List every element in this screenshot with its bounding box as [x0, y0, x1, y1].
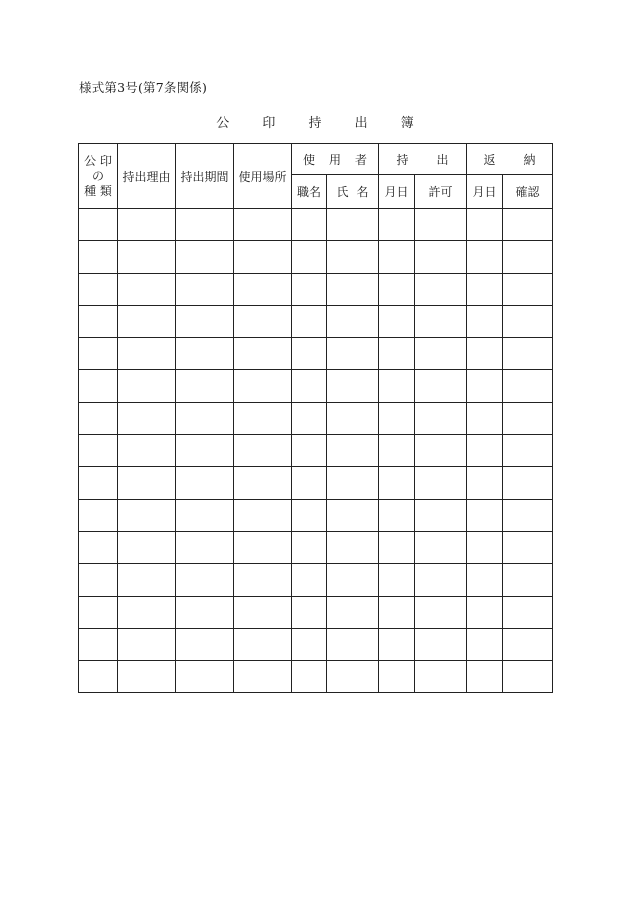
cell-name[interactable] — [327, 209, 379, 241]
cell-takeout-date[interactable] — [379, 435, 415, 467]
table-row — [79, 531, 553, 563]
cell-period[interactable] — [176, 209, 234, 241]
cell-name[interactable] — [327, 564, 379, 596]
cell-job-title[interactable] — [292, 564, 327, 596]
cell-name[interactable] — [327, 305, 379, 337]
cell-reason[interactable] — [118, 338, 176, 370]
cell-reason[interactable] — [118, 370, 176, 402]
cell-return-date[interactable] — [467, 273, 503, 305]
header-place-of-use: 使用場所 — [234, 144, 292, 209]
cell-reason[interactable] — [118, 499, 176, 531]
cell-permission[interactable] — [415, 435, 467, 467]
cell-reason[interactable] — [118, 435, 176, 467]
cell-job-title[interactable] — [292, 435, 327, 467]
title-char: 公 — [216, 116, 230, 131]
cell-permission[interactable] — [415, 273, 467, 305]
cell-place[interactable] — [234, 435, 292, 467]
cell-permission[interactable] — [415, 338, 467, 370]
cell-confirmation[interactable] — [503, 467, 553, 499]
cell-job-title[interactable] — [292, 661, 327, 693]
header-user-group: 使 用 者 — [292, 144, 379, 175]
table-row — [79, 596, 553, 628]
header-takeout-reason: 持出理由 — [118, 144, 176, 209]
form-title — [0, 112, 630, 131]
table-row — [79, 564, 553, 596]
header-name: 氏 名 — [327, 175, 379, 209]
cell-place[interactable] — [234, 467, 292, 499]
cell-seal-kind[interactable] — [79, 564, 118, 596]
header-return-group: 返 納 — [467, 144, 553, 175]
cell-job-title[interactable] — [292, 402, 327, 434]
cell-seal-kind[interactable] — [79, 402, 118, 434]
title-char: 出 — [354, 116, 368, 131]
cell-return-date[interactable] — [467, 338, 503, 370]
cell-job-title[interactable] — [292, 628, 327, 660]
cell-permission[interactable] — [415, 241, 467, 273]
cell-takeout-date[interactable] — [379, 273, 415, 305]
cell-seal-kind[interactable] — [79, 531, 118, 563]
cell-takeout-date[interactable] — [379, 241, 415, 273]
cell-job-title[interactable] — [292, 273, 327, 305]
cell-place[interactable] — [234, 596, 292, 628]
cell-return-date[interactable] — [467, 596, 503, 628]
cell-seal-kind[interactable] — [79, 467, 118, 499]
cell-confirmation[interactable] — [503, 661, 553, 693]
header-confirmation: 確認 — [503, 175, 553, 209]
cell-return-date[interactable] — [467, 241, 503, 273]
cell-confirmation[interactable] — [503, 402, 553, 434]
cell-return-date[interactable] — [467, 531, 503, 563]
cell-reason[interactable] — [118, 467, 176, 499]
cell-confirmation[interactable] — [503, 338, 553, 370]
cell-return-date[interactable] — [467, 564, 503, 596]
cell-seal-kind[interactable] — [79, 209, 118, 241]
cell-place[interactable] — [234, 564, 292, 596]
cell-return-date[interactable] — [467, 370, 503, 402]
header-seal-kind-line1: 公 印 — [84, 153, 112, 168]
table-row — [79, 338, 553, 370]
table-row — [79, 661, 553, 693]
cell-permission[interactable] — [415, 596, 467, 628]
cell-confirmation[interactable] — [503, 596, 553, 628]
cell-return-date[interactable] — [467, 209, 503, 241]
header-return-date: 月日 — [467, 175, 503, 209]
table-row — [79, 370, 553, 402]
cell-confirmation[interactable] — [503, 241, 553, 273]
cell-period[interactable] — [176, 628, 234, 660]
cell-job-title[interactable] — [292, 499, 327, 531]
table-row — [79, 273, 553, 305]
form-number: 様式第3号(第7条関係) — [79, 80, 208, 95]
cell-reason[interactable] — [118, 273, 176, 305]
cell-reason[interactable] — [118, 628, 176, 660]
cell-takeout-date[interactable] — [379, 209, 415, 241]
cell-return-date[interactable] — [467, 305, 503, 337]
cell-reason[interactable] — [118, 402, 176, 434]
cell-permission[interactable] — [415, 209, 467, 241]
cell-seal-kind[interactable] — [79, 499, 118, 531]
cell-name[interactable] — [327, 370, 379, 402]
cell-takeout-date[interactable] — [379, 402, 415, 434]
table-row — [79, 499, 553, 531]
cell-reason[interactable] — [118, 531, 176, 563]
cell-period[interactable] — [176, 305, 234, 337]
cell-period[interactable] — [176, 596, 234, 628]
header-seal-kind-line3: 種 類 — [84, 183, 112, 198]
cell-takeout-date[interactable] — [379, 338, 415, 370]
cell-job-title[interactable] — [292, 596, 327, 628]
cell-permission[interactable] — [415, 628, 467, 660]
cell-place[interactable] — [234, 499, 292, 531]
cell-seal-kind[interactable] — [79, 273, 118, 305]
cell-period[interactable] — [176, 467, 234, 499]
cell-place[interactable] — [234, 531, 292, 563]
cell-seal-kind[interactable] — [79, 370, 118, 402]
cell-period[interactable] — [176, 499, 234, 531]
cell-confirmation[interactable] — [503, 531, 553, 563]
cell-job-title[interactable] — [292, 338, 327, 370]
header-seal-kind — [79, 144, 118, 209]
cell-return-date[interactable] — [467, 499, 503, 531]
title-char: 簿 — [400, 116, 414, 131]
cell-return-date[interactable] — [467, 628, 503, 660]
cell-return-date[interactable] — [467, 402, 503, 434]
cell-return-date[interactable] — [467, 435, 503, 467]
cell-seal-kind[interactable] — [79, 338, 118, 370]
cell-confirmation[interactable] — [503, 564, 553, 596]
table-row — [79, 628, 553, 660]
cell-reason[interactable] — [118, 305, 176, 337]
header-seal-kind-line2: の — [91, 168, 104, 183]
header-permission: 許可 — [415, 175, 467, 209]
cell-place[interactable] — [234, 661, 292, 693]
table-row — [79, 402, 553, 434]
cell-name[interactable] — [327, 531, 379, 563]
cell-seal-kind[interactable] — [79, 661, 118, 693]
cell-takeout-date[interactable] — [379, 499, 415, 531]
seal-register-table — [78, 143, 553, 693]
table-row — [79, 305, 553, 337]
cell-reason[interactable] — [118, 661, 176, 693]
title-char: 印 — [262, 116, 276, 131]
cell-return-date[interactable] — [467, 467, 503, 499]
cell-seal-kind[interactable] — [79, 596, 118, 628]
cell-job-title[interactable] — [292, 241, 327, 273]
cell-name[interactable] — [327, 628, 379, 660]
cell-job-title[interactable] — [292, 370, 327, 402]
register-body — [79, 209, 553, 693]
cell-name[interactable] — [327, 273, 379, 305]
cell-confirmation[interactable] — [503, 435, 553, 467]
cell-confirmation[interactable] — [503, 209, 553, 241]
cell-place[interactable] — [234, 628, 292, 660]
cell-place[interactable] — [234, 305, 292, 337]
cell-job-title[interactable] — [292, 531, 327, 563]
header-row-1 — [79, 144, 553, 175]
header-takeout-period: 持出期間 — [176, 144, 234, 209]
cell-seal-kind[interactable] — [79, 435, 118, 467]
cell-reason[interactable] — [118, 564, 176, 596]
cell-reason[interactable] — [118, 596, 176, 628]
cell-job-title[interactable] — [292, 305, 327, 337]
cell-permission[interactable] — [415, 305, 467, 337]
cell-period[interactable] — [176, 402, 234, 434]
cell-permission[interactable] — [415, 499, 467, 531]
cell-permission[interactable] — [415, 467, 467, 499]
cell-name[interactable] — [327, 467, 379, 499]
cell-permission[interactable] — [415, 402, 467, 434]
cell-return-date[interactable] — [467, 661, 503, 693]
cell-name[interactable] — [327, 499, 379, 531]
cell-job-title[interactable] — [292, 209, 327, 241]
cell-place[interactable] — [234, 273, 292, 305]
cell-place[interactable] — [234, 209, 292, 241]
cell-period[interactable] — [176, 435, 234, 467]
cell-name[interactable] — [327, 435, 379, 467]
cell-place[interactable] — [234, 402, 292, 434]
cell-name[interactable] — [327, 661, 379, 693]
cell-confirmation[interactable] — [503, 370, 553, 402]
cell-place[interactable] — [234, 370, 292, 402]
cell-permission[interactable] — [415, 564, 467, 596]
cell-permission[interactable] — [415, 370, 467, 402]
header-takeout-date: 月日 — [379, 175, 415, 209]
cell-job-title[interactable] — [292, 467, 327, 499]
cell-takeout-date[interactable] — [379, 661, 415, 693]
title-char: 持 — [308, 116, 322, 131]
cell-reason[interactable] — [118, 209, 176, 241]
cell-period[interactable] — [176, 564, 234, 596]
cell-takeout-date[interactable] — [379, 596, 415, 628]
cell-place[interactable] — [234, 338, 292, 370]
cell-place[interactable] — [234, 241, 292, 273]
cell-period[interactable] — [176, 241, 234, 273]
table-row — [79, 435, 553, 467]
cell-takeout-date[interactable] — [379, 564, 415, 596]
cell-takeout-date[interactable] — [379, 531, 415, 563]
cell-confirmation[interactable] — [503, 273, 553, 305]
cell-seal-kind[interactable] — [79, 241, 118, 273]
cell-period[interactable] — [176, 370, 234, 402]
cell-name[interactable] — [327, 338, 379, 370]
cell-permission[interactable] — [415, 661, 467, 693]
table-row — [79, 467, 553, 499]
cell-takeout-date[interactable] — [379, 305, 415, 337]
cell-name[interactable] — [327, 241, 379, 273]
cell-reason[interactable] — [118, 241, 176, 273]
table-row — [79, 209, 553, 241]
cell-seal-kind[interactable] — [79, 628, 118, 660]
cell-seal-kind[interactable] — [79, 305, 118, 337]
cell-period[interactable] — [176, 661, 234, 693]
header-takeout-group: 持 出 — [379, 144, 467, 175]
table-row — [79, 241, 553, 273]
cell-period[interactable] — [176, 273, 234, 305]
cell-period[interactable] — [176, 338, 234, 370]
cell-confirmation[interactable] — [503, 305, 553, 337]
header-job-title: 職名 — [292, 175, 327, 209]
cell-confirmation[interactable] — [503, 628, 553, 660]
cell-takeout-date[interactable] — [379, 370, 415, 402]
cell-name[interactable] — [327, 402, 379, 434]
cell-name[interactable] — [327, 596, 379, 628]
cell-takeout-date[interactable] — [379, 467, 415, 499]
cell-takeout-date[interactable] — [379, 628, 415, 660]
cell-confirmation[interactable] — [503, 499, 553, 531]
cell-permission[interactable] — [415, 531, 467, 563]
cell-period[interactable] — [176, 531, 234, 563]
